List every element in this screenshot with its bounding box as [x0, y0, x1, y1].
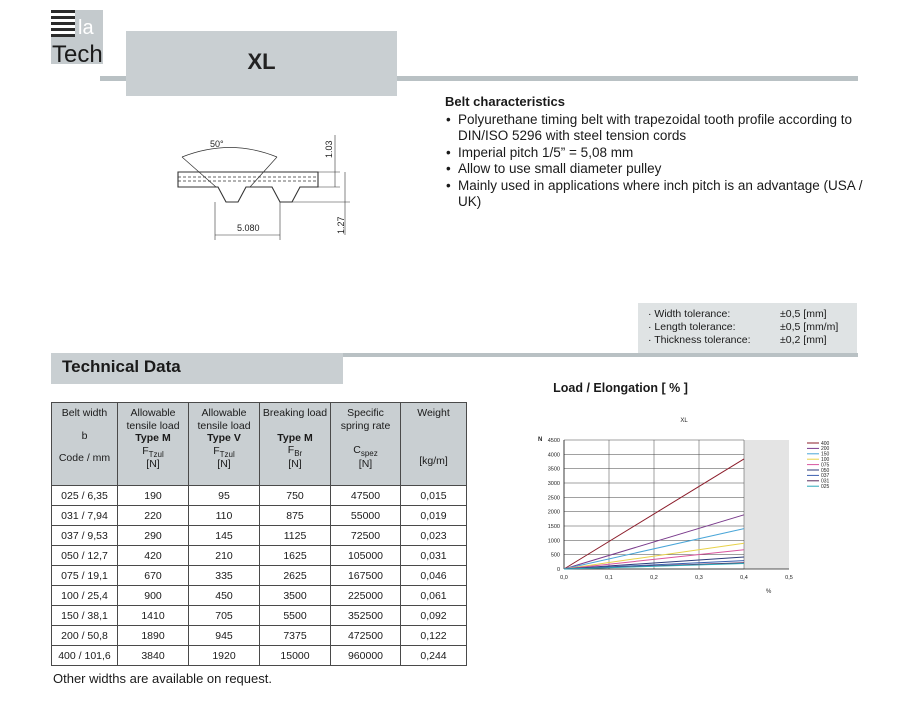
table-cell: 0,015: [401, 486, 467, 506]
table-cell: 55000: [331, 506, 401, 526]
table-header-row: [52, 403, 467, 486]
table-row: [52, 486, 467, 506]
table-cell: 875: [260, 506, 331, 526]
legend-label: 400: [821, 440, 830, 447]
table-row: [52, 586, 467, 606]
table-cell: 105000: [331, 546, 401, 566]
table-cell: 900: [118, 586, 189, 606]
legend-label: 075: [821, 462, 830, 469]
belt-characteristics: [445, 94, 865, 211]
tolerance-label: · Thickness tolerance:: [648, 334, 751, 346]
table-cell: 290: [118, 526, 189, 546]
table-cell: 705: [189, 606, 260, 626]
table-cell: 5500: [260, 606, 331, 626]
table-row: [52, 606, 467, 626]
table-cell: 2625: [260, 566, 331, 586]
table-cell: 72500: [331, 526, 401, 546]
tolerance-row: [648, 321, 853, 334]
table-cell: 0,023: [401, 526, 467, 546]
table-cell: 3840: [118, 646, 189, 666]
logo-text: Tech: [52, 41, 103, 64]
table-cell: 1890: [118, 626, 189, 646]
tolerance-label: · Width tolerance:: [648, 308, 731, 320]
logo-letters: la: [78, 17, 94, 39]
table-cell: 420: [118, 546, 189, 566]
y-tick-label: 3000: [547, 481, 560, 487]
characteristic-item: • Allow to use small diameter pulley: [445, 161, 865, 178]
table-row: [52, 646, 467, 666]
table-cell: 0,122: [401, 626, 467, 646]
table-cell: 400 / 101,6: [52, 646, 118, 666]
table-row: [52, 626, 467, 646]
table-cell: 47500: [331, 486, 401, 506]
page-title: XL: [247, 49, 276, 74]
load-elongation-chart: [530, 405, 840, 600]
table-cell: 7375: [260, 626, 331, 646]
header-tensile-m: Allowable tensile load Type M $F_{Tzul}$ [N]: [118, 403, 189, 486]
y-tick-label: 4500: [547, 438, 560, 444]
tolerance-row: [648, 308, 853, 321]
tolerance-row: [648, 334, 853, 347]
table-cell: 1625: [260, 546, 331, 566]
y-tick-label: 500: [550, 552, 560, 559]
header-weight: Weight [kg/m]: [401, 403, 467, 486]
table-cell: 025 / 6,35: [52, 486, 118, 506]
table-cell: 450: [189, 586, 260, 606]
table-cell: 167500: [331, 566, 401, 586]
table-row: [52, 566, 467, 586]
table-cell: 352500: [331, 606, 401, 626]
table-cell: 075 / 19,1: [52, 566, 118, 586]
pitch-label: 5.080: [237, 223, 260, 233]
tolerance-box: [638, 303, 857, 356]
legend-label: 100: [821, 457, 830, 463]
table-cell: 0,061: [401, 586, 467, 606]
angle-label: 50°: [210, 139, 224, 149]
legend-label: 031: [821, 478, 830, 485]
table-cell: 200 / 50,8: [52, 626, 118, 646]
technical-title: Technical Data: [62, 357, 181, 376]
header-tensile-v: Allowable tensile load Type V $F_{Tzul}$ [N]: [189, 403, 260, 486]
table-cell: 0,244: [401, 646, 467, 666]
table-row: [52, 546, 467, 566]
table-cell: 670: [118, 566, 189, 586]
table-cell: 3500: [260, 586, 331, 606]
characteristic-item: • Polyurethane timing belt with trapezoidal tooth profile according to DIN/ISO 5296 with steel tension cords: [445, 112, 865, 145]
table-cell: 0,019: [401, 506, 467, 526]
table-cell: 0,031: [401, 546, 467, 566]
footnote: Other widths are available on request.: [53, 671, 272, 686]
tolerance-value: ±0,2 [mm]: [780, 334, 827, 346]
x-axis-label: %: [766, 589, 772, 595]
table-row: [52, 526, 467, 546]
table-cell: 145: [189, 526, 260, 546]
legend-label: 050: [821, 467, 830, 474]
x-tick-label: 0,4: [740, 575, 748, 581]
table-cell: 100 / 25,4: [52, 586, 118, 606]
table-cell: 0,046: [401, 566, 467, 586]
x-tick-label: 0,5: [785, 575, 793, 581]
x-tick-label: 0,3: [695, 575, 703, 581]
header-breaking-load: Breaking load Type M $F_{Br}$ [N]: [260, 403, 331, 486]
company-logo: [51, 10, 103, 64]
legend-label: 025: [821, 484, 830, 490]
chart-heading: Load / Elongation [ % ]: [553, 381, 688, 395]
x-tick-label: 0,0: [560, 575, 568, 581]
table-cell: 0,092: [401, 606, 467, 626]
tolerance-label: · Length tolerance:: [648, 321, 736, 333]
characteristics-heading: Belt characteristics: [445, 94, 565, 109]
table-cell: 1920: [189, 646, 260, 666]
tolerance-value: ±0,5 [mm]: [780, 308, 827, 320]
tolerance-value: ±0,5 [mm/m]: [780, 321, 839, 333]
header-belt-width: Belt width b Code / mm: [52, 403, 118, 486]
height-label: 1.03: [324, 140, 334, 158]
table-row: [52, 506, 467, 526]
table-cell: 750: [260, 486, 331, 506]
table-cell: 225000: [331, 586, 401, 606]
legend-label: 037: [821, 473, 830, 480]
table-cell: 1410: [118, 606, 189, 626]
tooth-profile-drawing: [160, 130, 360, 245]
legend-label: 200: [821, 446, 830, 453]
table-cell: 95: [189, 486, 260, 506]
table-cell: 031 / 7,94: [52, 506, 118, 526]
table-cell: 050 / 12,7: [52, 546, 118, 566]
y-tick-label: 2500: [547, 495, 560, 502]
legend-label: 150: [821, 451, 830, 458]
table-cell: 945: [189, 626, 260, 646]
table-cell: 15000: [260, 646, 331, 666]
table-cell: 150 / 38,1: [52, 606, 118, 626]
table-cell: 220: [118, 506, 189, 526]
header-spring-rate: Specific spring rate $C_{spez}$ [N]: [331, 403, 401, 486]
chart-title: XL: [680, 418, 688, 424]
technical-table: [51, 402, 467, 666]
table-cell: 210: [189, 546, 260, 566]
table-cell: 037 / 9,53: [52, 526, 118, 546]
characteristic-item: • Imperial pitch 1/5” = 5,08 mm: [445, 145, 865, 162]
y-tick-label: 2000: [547, 509, 560, 516]
y-tick-label: 3500: [547, 466, 560, 473]
y-axis-label: N: [538, 437, 543, 443]
y-tick-label: 0: [556, 567, 560, 573]
y-tick-label: 4000: [547, 452, 560, 459]
x-tick-label: 0,2: [650, 575, 658, 581]
table-cell: 190: [118, 486, 189, 506]
x-tick-label: 0,1: [605, 575, 613, 581]
table-cell: 110: [189, 506, 260, 526]
total-height-label: 1.27: [336, 216, 346, 234]
table-cell: 472500: [331, 626, 401, 646]
table-cell: 960000: [331, 646, 401, 666]
y-tick-label: 1000: [547, 538, 560, 545]
table-cell: 335: [189, 566, 260, 586]
characteristics-list: [445, 112, 865, 211]
table-cell: 1125: [260, 526, 331, 546]
y-tick-label: 1500: [547, 524, 560, 530]
characteristic-item: • Mainly used in applications where inch pitch is an advantage (USA / UK): [445, 178, 865, 211]
chart-shaded-region: [744, 440, 789, 569]
